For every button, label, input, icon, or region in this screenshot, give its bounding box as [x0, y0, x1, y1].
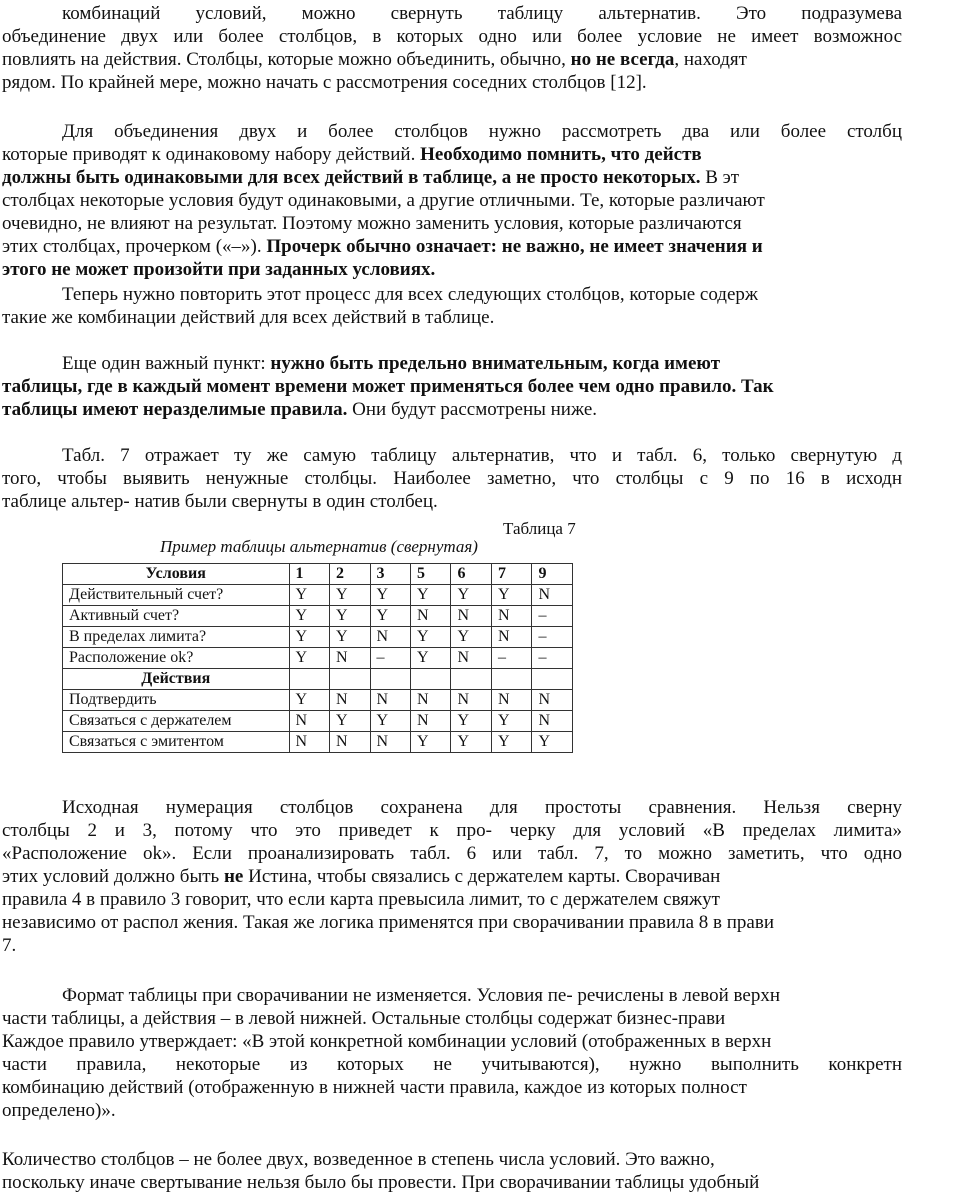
table-title: Пример таблицы альтернатив (свернутая): [160, 537, 478, 556]
table-header-cell: 9: [532, 564, 573, 585]
action-label: Связаться с держателем: [63, 711, 290, 732]
table-cell: Y: [370, 711, 410, 732]
condition-label: Активный счет?: [63, 606, 290, 627]
table-cell: [491, 669, 531, 690]
table-cell: Y: [411, 732, 451, 753]
paragraph-line: Табл. 7 отражает ту же самую таблицу альтернатив, что и табл. 6, только свернутую д: [62, 445, 902, 466]
paragraph-line: объединение двух или более столбцов, в которых одно или более условие не имеет возможнос: [2, 26, 902, 47]
paragraph-line: части правила, некоторые из которых не учитываются), нужно выполнить конкретн: [2, 1054, 902, 1075]
condition-label: Расположение ok?: [63, 648, 290, 669]
table-cell: N: [289, 732, 329, 753]
paragraph-line: Каждое правило утверждает: «В этой конкретной комбинации условий (отображенных в верхн: [2, 1031, 772, 1052]
table-cell: Y: [330, 585, 370, 606]
paragraph-line: Исходная нумерация столбцов сохранена для простоты сравнения. Нельзя сверну: [62, 797, 902, 818]
table-cell: N: [411, 606, 451, 627]
paragraph-line: 7.: [2, 935, 17, 956]
table-cell: N: [451, 648, 491, 669]
paragraph-line: столбцах некоторые условия будут одинаковыми, а другие отличными. Те, которые различают: [2, 190, 765, 211]
table-cell: N: [451, 606, 491, 627]
alternatives-table: [62, 563, 573, 753]
table-cell: N: [330, 690, 370, 711]
paragraph-line: того, чтобы выявить ненужные столбцы. Наиболее заметно, что столбцы с 9 по 16 в исходн: [2, 468, 902, 489]
table-header-cell: 3: [370, 564, 410, 585]
table-cell: N: [451, 690, 491, 711]
table-cell: Y: [411, 648, 451, 669]
paragraph-line: правила 4 в правило 3 говорит, что если карта превысила лимит, то с держателем свяжут: [2, 889, 720, 910]
table-cell: N: [532, 711, 573, 732]
table-cell: [451, 669, 491, 690]
paragraph-line: определено)».: [2, 1100, 116, 1121]
paragraph-line: Для объединения двух и более столбцов нужно рассмотреть два или более столбц: [62, 121, 902, 142]
table-cell: Y: [289, 585, 329, 606]
table-cell: N: [532, 690, 573, 711]
table-cell: [370, 669, 410, 690]
paragraph-line: такие же комбинации действий для всех действий в таблице.: [2, 307, 495, 328]
table-cell: Y: [491, 711, 531, 732]
table-row: [63, 585, 573, 606]
table-cell: –: [532, 627, 573, 648]
table-cell: Y: [491, 585, 531, 606]
table-header-cell: 7: [491, 564, 531, 585]
action-label: Подтвердить: [63, 690, 290, 711]
paragraph-line: этих столбцах, прочерком («–»). Прочерк обычно означает: не важно, не имеет значения и: [2, 236, 763, 257]
paragraph-line: повлиять на действия. Столбцы, которые можно объединить, обычно, но не всегда, находят: [2, 49, 747, 70]
table-header-row: [63, 564, 573, 585]
table-row: [63, 627, 573, 648]
paragraph-line: независимо от распол жения. Такая же логика применятся при сворачивании правила 8 в прави: [2, 912, 774, 933]
table-cell: N: [370, 690, 410, 711]
paragraph-line: этого не может произойти при заданных условиях.: [2, 259, 436, 280]
table-cell: N: [491, 690, 531, 711]
actions-section-row: [63, 669, 573, 690]
paragraph-line: «Расположение ok». Если проанализировать табл. 6 или табл. 7, то можно заметить, что одно: [2, 843, 902, 864]
table-cell: [411, 669, 451, 690]
table-cell: Y: [330, 606, 370, 627]
table-header-cell: 2: [330, 564, 370, 585]
table-cell: N: [289, 711, 329, 732]
paragraph-line: которые приводят к одинаковому набору действий. Необходимо помнить, что действ: [2, 144, 702, 165]
table-cell: Y: [451, 627, 491, 648]
table-cell: N: [532, 585, 573, 606]
table-cell: N: [411, 690, 451, 711]
table-cell: N: [370, 627, 410, 648]
table-cell: Y: [370, 585, 410, 606]
table-cell: Y: [491, 732, 531, 753]
table-cell: Y: [330, 627, 370, 648]
paragraph-line: должны быть одинаковыми для всех действий в таблице, а не просто некоторых. В эт: [2, 167, 740, 188]
table-cell: –: [532, 606, 573, 627]
table-cell: N: [491, 606, 531, 627]
table-row: [63, 711, 573, 732]
paragraph-line: Еще один важный пункт: нужно быть предельно внимательным, когда имеют: [62, 353, 721, 374]
table-header-cell: 1: [289, 564, 329, 585]
table-cell: [289, 669, 329, 690]
table-cell: Y: [411, 627, 451, 648]
table-cell: Y: [451, 585, 491, 606]
table-row: [63, 606, 573, 627]
table-cell: Y: [330, 711, 370, 732]
paragraph-line: таблицы имеют неразделимые правила. Они будут рассмотрены ниже.: [2, 399, 598, 420]
table-cell: Y: [451, 732, 491, 753]
table-row: [63, 732, 573, 753]
paragraph-line: этих условий должно быть не Истина, чтобы связались с держателем карты. Сворачиван: [2, 866, 721, 887]
table-cell: N: [411, 711, 451, 732]
table-header-cell: Условия: [63, 564, 290, 585]
paragraph-line: комбинацию действий (отображенную в нижней части правила, каждое из которых полност: [2, 1077, 747, 1098]
table-cell: [532, 669, 573, 690]
table-cell: Y: [411, 585, 451, 606]
paragraph-line: таблице альтер- натив были свернуты в один столбец.: [2, 491, 438, 512]
paragraph-line: столбцы 2 и 3, потому что это приведет к про- черку для условий «В пределах лимита»: [2, 820, 902, 841]
table-cell: –: [532, 648, 573, 669]
table-cell: Y: [532, 732, 573, 753]
table-cell: –: [491, 648, 531, 669]
paragraph-line: поскольку иначе свертывание нельзя было бы провести. При сворачивании таблицы удобный: [2, 1172, 760, 1193]
actions-header: Действия: [63, 669, 290, 690]
condition-label: Действительный счет?: [63, 585, 290, 606]
table-cell: Y: [289, 648, 329, 669]
table-cell: Y: [289, 606, 329, 627]
table-cell: Y: [370, 606, 410, 627]
paragraph-line: рядом. По крайней мере, можно начать с рассмотрения соседних столбцов [12].: [2, 72, 647, 93]
paragraph-line: Количество столбцов – не более двух, возведенное в степень числа условий. Это важно,: [2, 1149, 715, 1170]
action-label: Связаться с эмитентом: [63, 732, 290, 753]
table-cell: N: [370, 732, 410, 753]
table-number: Таблица 7: [503, 519, 576, 538]
paragraph-line: части таблицы, а действия – в левой нижней. Остальные столбцы содержат бизнес-прави: [2, 1008, 726, 1029]
table-row: [63, 690, 573, 711]
paragraph-line: комбинаций условий, можно свернуть таблицу альтернатив. Это подразумева: [62, 3, 902, 24]
table-header-cell: 5: [411, 564, 451, 585]
condition-label: В пределах лимита?: [63, 627, 290, 648]
table-cell: [330, 669, 370, 690]
table-cell: Y: [289, 690, 329, 711]
table-cell: Y: [451, 711, 491, 732]
table-cell: N: [330, 648, 370, 669]
paragraph-line: очевидно, не влияют на результат. Поэтому можно заменить условия, которые различаются: [2, 213, 742, 234]
paragraph-line: Формат таблицы при сворачивании не изменяется. Условия пе- речислены в левой верхн: [62, 985, 780, 1006]
table-cell: –: [370, 648, 410, 669]
table-row: [63, 648, 573, 669]
paragraph-line: таблицы, где в каждый момент времени может применяться более чем одно правило. Так: [2, 376, 774, 397]
table-cell: N: [491, 627, 531, 648]
table-header-cell: 6: [451, 564, 491, 585]
table-cell: N: [330, 732, 370, 753]
paragraph-line: Теперь нужно повторить этот процесс для всех следующих столбцов, которые содерж: [62, 284, 759, 305]
table-cell: Y: [289, 627, 329, 648]
